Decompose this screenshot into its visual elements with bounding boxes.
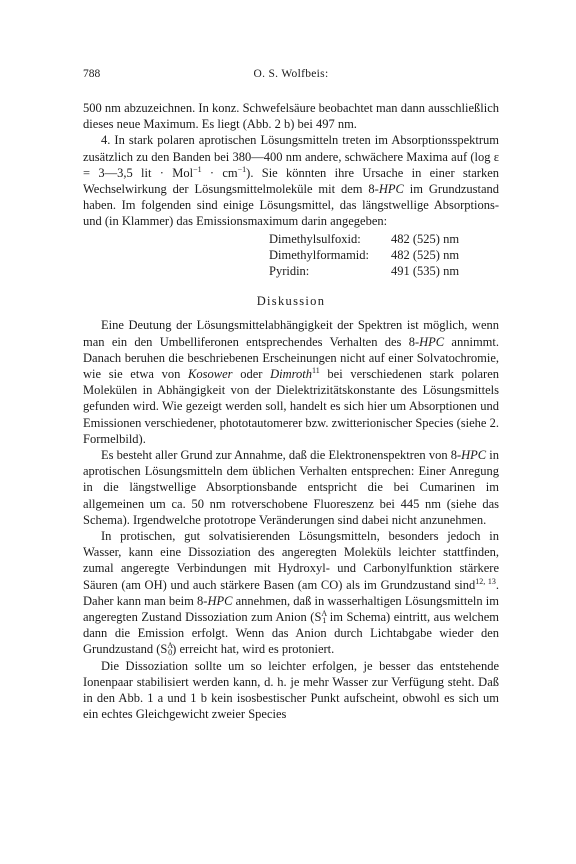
solvent-name: Dimethylsulfoxid:	[269, 231, 361, 246]
text-run: . Daher kann man beim 8-	[83, 577, 499, 608]
text-run: im Schema) eintritt, aus welchem dann die Emission erfolgt. Wenn das Anion durch Lichtabgabe wieder den Grundzustand (S	[83, 610, 499, 657]
solvent-maxima-table	[269, 231, 479, 280]
paragraph-aprotic	[83, 447, 499, 528]
body-text	[83, 100, 499, 722]
text-run: In protischen, gut solvatisierenden Lösungsmitteln, besonders jedoch in Wasser, kann eine Dissoziation des angeregten Moleküls leichter stattfinden, zumal angeregte Verbindungen mit Hydroxyl- und Carbonylfunktion stärkere Säuren (am OH) und auch stärkere Basen (am CO) als im Grundzustand sind	[83, 529, 499, 592]
table-row	[269, 231, 479, 247]
superscript: −1	[193, 164, 202, 174]
text-run: annimmt. Danach beruhen die beschriebenen Erscheinungen nicht auf einer Solvatochromie, wie sie etwa von	[83, 334, 499, 381]
reference-marker: 11	[312, 366, 320, 375]
table-row	[269, 263, 479, 279]
text-run: ). Sie könnten ihre Ursache in einer starken Wechselwirkung der Lösungsmittelmoleküle mit dem 8-	[83, 165, 500, 197]
compound-abbrev: HPC	[461, 448, 487, 463]
paragraph-dissociation: Die Dissoziation sollte um so leichter erfolgen, je besser das entstehende Ionenpaar stabilisiert werden kann, d. h. je mehr Wasser zur Verfügung steht. Daß in den Abb. 1 a und 1 b kein isosbestischer Punkt aufscheint, obwohl es sich um ein echtes Gleichgewicht zweier Species	[83, 658, 499, 722]
compound-abbrev: HPC	[207, 593, 233, 608]
running-head: O. S. Wolfbeis:	[253, 68, 329, 80]
author-name: Dimroth	[270, 367, 312, 381]
compound-abbrev: HPC	[378, 182, 404, 197]
reference-marker: 12, 13	[475, 576, 496, 586]
page-header	[83, 68, 499, 82]
text-run: 4. In stark polaren aprotischen Lösungsmitteln treten im Absorptionsspektrum zusätzlich zu den Banden bei 380—400 nm andere, schwächere Maxima auf (log ε = 3—3,5 lit · Mol	[83, 133, 499, 180]
paragraph-solvent-observation	[83, 132, 499, 229]
solvent-maxima: 482 (525) nm	[391, 247, 460, 262]
table-row	[269, 247, 479, 263]
state-subscript: 0	[168, 648, 173, 658]
text-run: Es besteht aller Grund zur Annahme, daß die Elektronenspektren von 8-	[101, 448, 462, 463]
paragraph-continuation: 500 nm abzuzeichnen. In konz. Schwefelsäure beobachtet man dann ausschließlich dieses neue Maximum. Es liegt (Abb. 2 b) bei 497 nm.	[83, 101, 499, 132]
author-name: Kosower	[188, 367, 233, 381]
text-run: · cm	[201, 165, 238, 180]
state-superscript: A	[167, 641, 174, 651]
text-run: oder	[232, 367, 271, 381]
solvent-name: Pyridin:	[269, 264, 310, 278]
text-run: in aprotischen Lösungsmitteln dem üblichen Verhalten entsprechen: Einer Anregung in die längstwellige Absorptionsbande entspricht die bei Cumarinen im allgemeinen um ca. 50 nm rotverschobene Fluoreszenz bei 445 nm (siehe das Schema). Irgendwelche prototrope Veränderungen sind dabei nicht anzunehmen.	[83, 448, 499, 527]
text-run: im Grundzustand haben. Im folgenden sind einige Lösungsmittel, das längstwellige Absorptions- und (in Klammer) das Emissionsmaximum darin angegeben:	[83, 182, 499, 229]
paragraph-protic	[83, 528, 499, 658]
solvent-maxima: 491 (535) nm	[391, 264, 460, 278]
paragraph-interpretation	[83, 317, 499, 447]
text-run: Eine Deutung der Lösungsmittelabhängigkeit der Spektren ist möglich, wenn man ein den Umbelliferonen entsprechendes Verhalten des 8-	[83, 318, 499, 349]
text-run: bei verschiedenen stark polaren Molekülen in Abhängigkeit von der Dielektrizitätskonstante des Lösungsmittels gefunden wird. Wie gezeigt werden soll, handelt es sich hier um Absorptionen und Emissionen verschiedener, phototautomerer bzw. zwitterionischer Species (siehe 2. Formelbild).	[83, 367, 500, 446]
page-number: 788	[83, 68, 101, 80]
superscript: −1	[237, 164, 247, 174]
state-superscript: A	[321, 609, 328, 619]
section-heading: Diskussion	[256, 294, 326, 309]
text-run: annehmen, daß in wasserhaltigen Lösungsmitteln im angeregten Zustand Dissoziation zum Anion (S	[83, 593, 499, 625]
state-subscript: 1	[322, 616, 327, 626]
solvent-name: Dimethylformamid:	[269, 247, 369, 262]
solvent-maxima: 482 (525) nm	[391, 231, 460, 246]
compound-abbrev: HPC	[419, 334, 445, 349]
text-run: ) erreicht hat, wird es protoniert.	[172, 642, 335, 657]
